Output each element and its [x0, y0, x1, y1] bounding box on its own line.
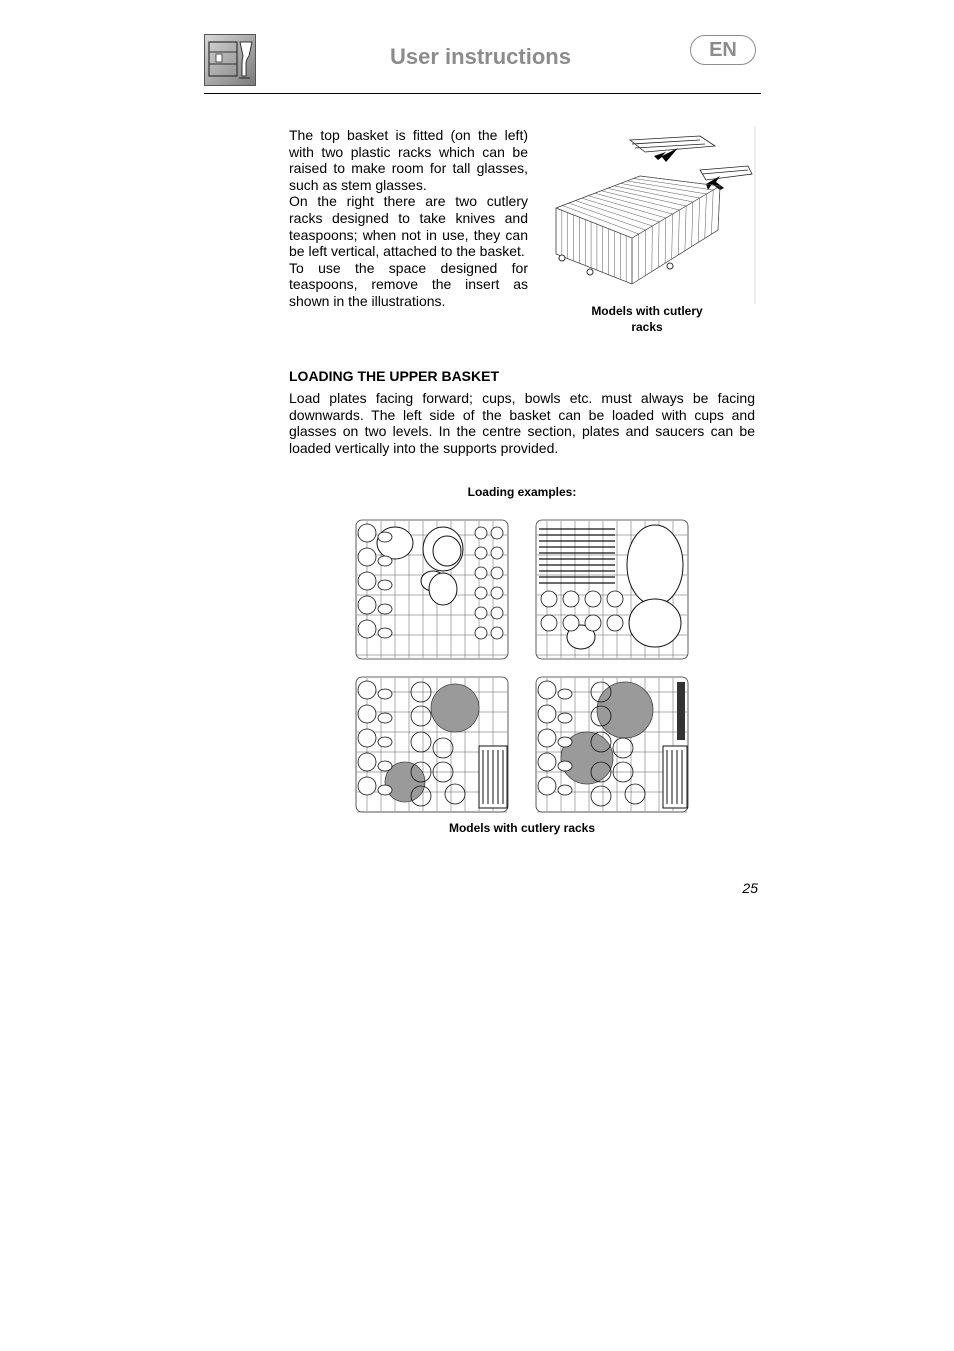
- loading-example-rack-2: [535, 519, 689, 660]
- dishwasher-glass-icon: [204, 34, 256, 86]
- language-badge: EN: [690, 35, 756, 65]
- loading-examples-caption: Models with cutlery racks: [448, 821, 596, 835]
- loading-example-rack-3: [355, 676, 509, 813]
- page-title: User instructions: [390, 44, 571, 69]
- intro-text: [289, 127, 528, 310]
- basket-figure-caption: Models with cutlery racks: [591, 304, 703, 334]
- upper-basket-illustration: [550, 126, 756, 304]
- intro-paragraph-2: On the right there are two cutlery racks designed to take knives and teaspoons; when not in use, they can be left vertical, attached to the basket.: [289, 193, 528, 260]
- loading-example-rack-1: [355, 519, 509, 660]
- intro-paragraph-3: To use the space designed for teaspoons, remove the insert as shown in the illustrations.: [289, 259, 528, 309]
- header-divider: [204, 93, 761, 94]
- page-number: 25: [742, 880, 758, 896]
- loading-examples-label: Loading examples:: [467, 485, 577, 499]
- intro-paragraph-1: The top basket is fitted (on the left) with two plastic racks which can be raised to make room for tall glasses, such as stem glasses.: [289, 127, 528, 193]
- section-heading: LOADING THE UPPER BASKET: [289, 368, 500, 384]
- loading-example-rack-4: [535, 676, 689, 813]
- loading-instructions-text: Load plates facing forward; cups, bowls etc. must always be facing downwards. The left side of the basket can be loaded with cups and glasses on two levels. In the centre section, plates and saucers can be loaded vertically into the supports provided.: [289, 390, 755, 456]
